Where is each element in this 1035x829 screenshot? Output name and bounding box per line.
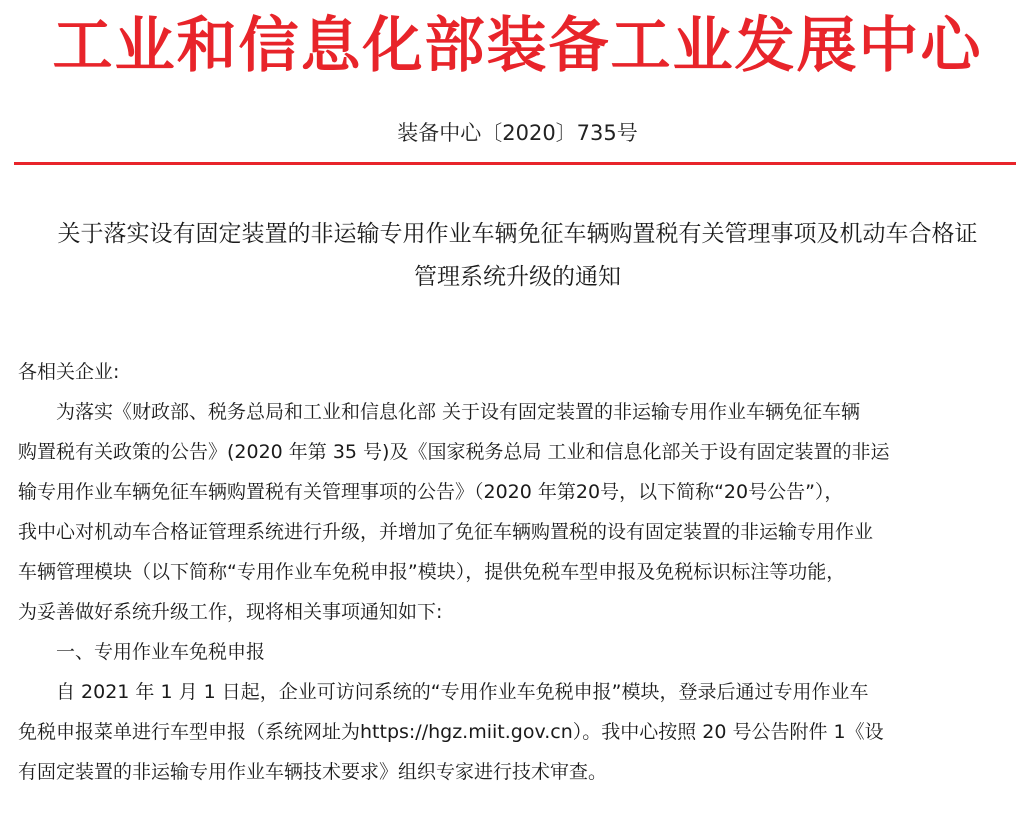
paragraph-line: 为落实《财政部、税务总局和工业和信息化部 关于设有固定装置的非运输专用作业车辆免征车辆 bbox=[56, 401, 861, 423]
notice-title-line: 关于落实设有固定装置的非运输专用作业车辆免征车辆购置税有关管理事项及机动车合格证 bbox=[57, 221, 978, 247]
notice-title-line: 管理系统升级的通知 bbox=[414, 264, 621, 290]
paragraph-line: 有固定装置的非运输专用作业车辆技术要求》组织专家进行技术审查。 bbox=[18, 761, 608, 783]
body-text bbox=[18, 352, 1018, 792]
paragraph-line: 为妥善做好系统升级工作，现将相关事项通知如下: bbox=[18, 601, 443, 623]
red-divider bbox=[14, 162, 1016, 165]
paragraph-line: 我中心对机动车合格证管理系统进行升级，并增加了免征车辆购置税的设有固定装置的非运输专用作业 bbox=[18, 521, 874, 543]
paragraph-line: 免税申报菜单进行车型申报（系统网址为https://hgz.miit.gov.cn）。我中心按照 20 号公告附件 1《设 bbox=[18, 721, 884, 743]
paragraph-line: 购置税有关政策的公告》(2020 年第 35 号)及《国家税务总局 工业和信息化部关于设有固定装置的非运 bbox=[18, 441, 890, 463]
paragraph-line: 自 2021 年 1 月 1 日起，企业可访问系统的“专用作业车免税申报”模块，登录后通过专用作业车 bbox=[56, 681, 869, 703]
paragraph-line: 输专用作业车辆免征车辆购置税有关管理事项的公告》（2020 年第20号，以下简称“20号公告”）， bbox=[18, 481, 844, 503]
section-heading: 一、专用作业车免税申报 bbox=[56, 641, 266, 663]
paragraph-line: 车辆管理模块（以下简称“专用作业车免税申报”模块），提供免税车型申报及免税标识标注等功能， bbox=[18, 561, 846, 583]
doc-number: 装备中心〔2020〕735号 bbox=[397, 121, 638, 145]
notice-title bbox=[0, 213, 1035, 299]
salutation: 各相关企业: bbox=[18, 361, 120, 383]
org-title: 工业和信息化部装备工业发展中心 bbox=[52, 11, 983, 81]
